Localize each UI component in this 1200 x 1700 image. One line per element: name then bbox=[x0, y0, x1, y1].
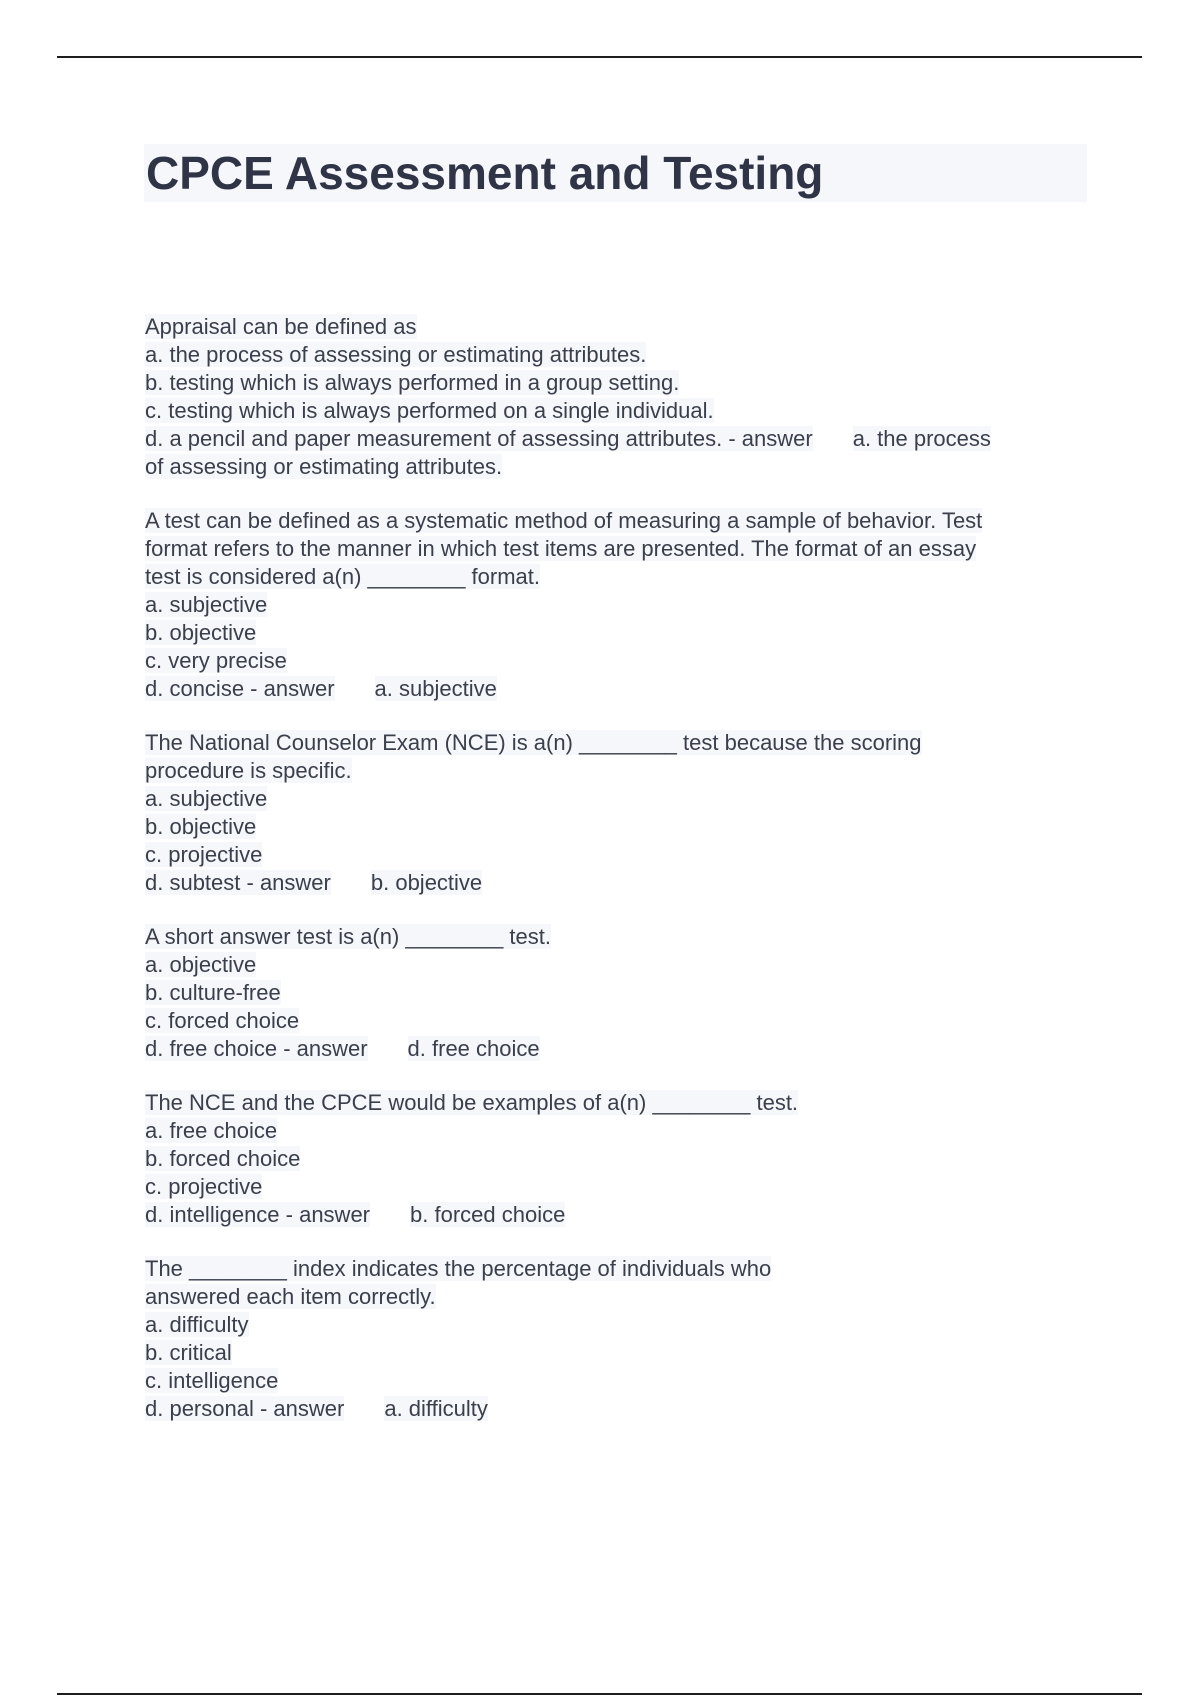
question-stem-line: format refers to the manner in which test items are presented. The format of an essay bbox=[145, 536, 977, 561]
question-1 bbox=[145, 313, 1095, 481]
question-2 bbox=[145, 507, 1095, 703]
question-last-option: d. intelligence - answer b. forced choice bbox=[145, 1202, 566, 1227]
question-stem-line: The NCE and the CPCE would be examples of a(n) ________ test. bbox=[145, 1090, 799, 1115]
question-list bbox=[145, 313, 1095, 1449]
question-option: b. objective bbox=[145, 814, 257, 839]
question-last-option: d. personal - answer a. difficulty bbox=[145, 1396, 488, 1421]
question-option: c. projective bbox=[145, 1174, 263, 1199]
document-title: CPCE Assessment and Testing bbox=[146, 147, 824, 199]
question-option: b. critical bbox=[145, 1340, 232, 1365]
question-option: c. testing which is always performed on a single individual. bbox=[145, 398, 714, 423]
question-option: c. intelligence bbox=[145, 1368, 279, 1393]
question-option: a. subjective bbox=[145, 592, 268, 617]
question-last-option: d. a pencil and paper measurement of assessing attributes. - answer a. the process bbox=[145, 426, 991, 451]
question-option: b. objective bbox=[145, 620, 257, 645]
question-3 bbox=[145, 729, 1095, 897]
question-stem-line: The National Counselor Exam (NCE) is a(n) ________ test because the scoring bbox=[145, 730, 922, 755]
question-last-option: d. concise - answer a. subjective bbox=[145, 676, 497, 701]
answer-text: b. forced choice bbox=[410, 1202, 566, 1227]
question-stem-line: Appraisal can be defined as bbox=[145, 314, 417, 339]
answer-text: a. subjective bbox=[374, 676, 497, 701]
question-option: c. forced choice bbox=[145, 1008, 300, 1033]
question-stem-line: The ________ index indicates the percentage of individuals who bbox=[145, 1256, 772, 1281]
question-4 bbox=[145, 923, 1095, 1063]
question-stem-line: procedure is specific. bbox=[145, 758, 352, 783]
question-option: a. the process of assessing or estimating attributes. bbox=[145, 342, 647, 367]
question-last-option: d. free choice - answer d. free choice bbox=[145, 1036, 540, 1061]
answer-text: b. objective bbox=[370, 870, 483, 895]
question-option: a. difficulty bbox=[145, 1312, 249, 1337]
top-rule bbox=[57, 56, 1142, 58]
question-option: b. culture-free bbox=[145, 980, 281, 1005]
question-option: c. very precise bbox=[145, 648, 287, 673]
answer-text: a. the process bbox=[852, 426, 991, 451]
question-stem-line: test is considered a(n) ________ format. bbox=[145, 564, 541, 589]
question-last-option: d. subtest - answer b. objective bbox=[145, 870, 483, 895]
question-option: b. forced choice bbox=[145, 1146, 301, 1171]
answer-continued: of assessing or estimating attributes. bbox=[145, 454, 503, 479]
question-option: a. subjective bbox=[145, 786, 268, 811]
answer-text: d. free choice bbox=[407, 1036, 540, 1061]
question-stem-line: A short answer test is a(n) ________ test. bbox=[145, 924, 552, 949]
question-stem-line: answered each item correctly. bbox=[145, 1284, 436, 1309]
question-option: b. testing which is always performed in a group setting. bbox=[145, 370, 680, 395]
question-6 bbox=[145, 1255, 1095, 1423]
question-option: a. objective bbox=[145, 952, 257, 977]
question-5 bbox=[145, 1089, 1095, 1229]
question-option: a. free choice bbox=[145, 1118, 278, 1143]
question-stem-line: A test can be defined as a systematic method of measuring a sample of behavior. Test bbox=[145, 508, 983, 533]
question-option: c. projective bbox=[145, 842, 263, 867]
answer-text: a. difficulty bbox=[384, 1396, 488, 1421]
bottom-rule bbox=[57, 1693, 1142, 1695]
